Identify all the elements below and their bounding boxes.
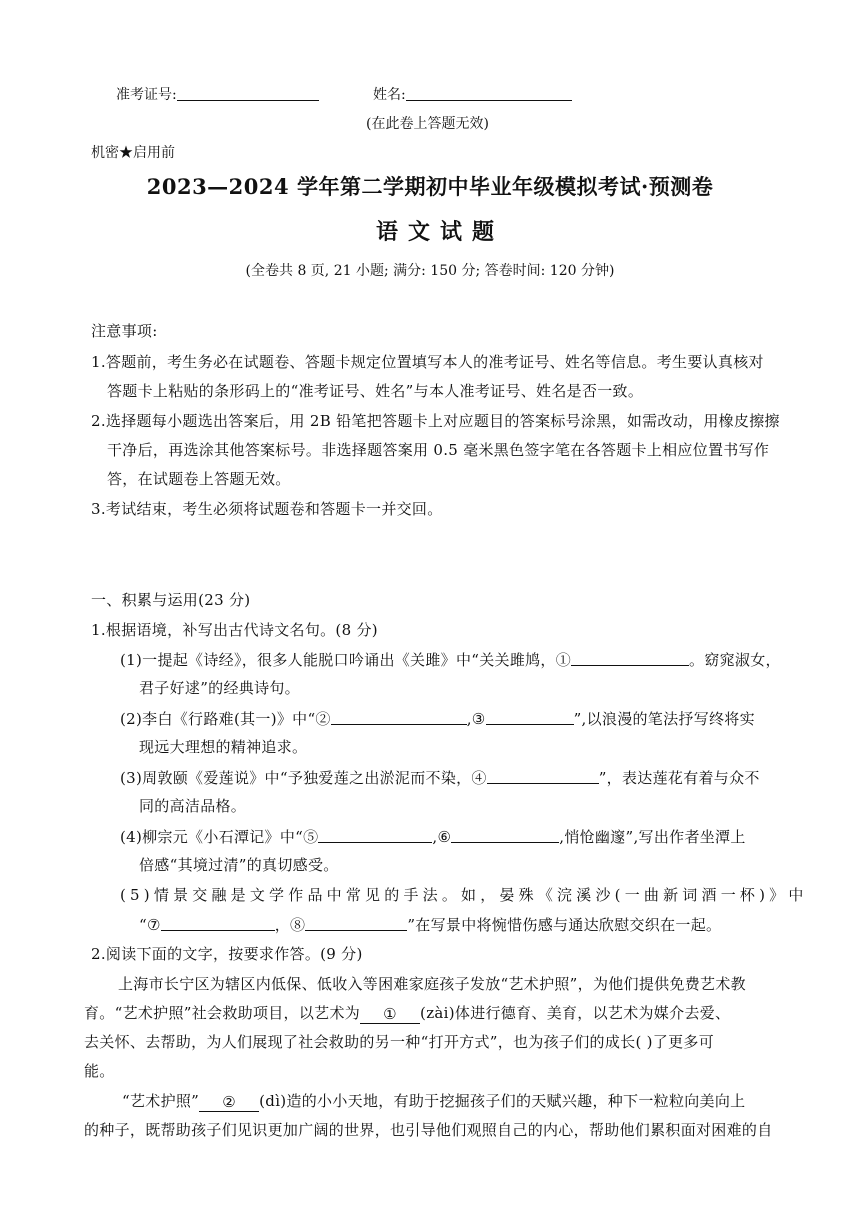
- q1-sub5-line2: “⑦ ，⑧ ”在写景中将惋惜伤感与通达欣慰交织在一起。: [139, 913, 721, 935]
- exam-title: 2023—2024 学年第二学期初中毕业年级模拟考试·预测卷: [146, 174, 714, 199]
- exam-id-field: [116, 84, 319, 104]
- blank-3: [486, 707, 574, 725]
- q1-sub3-line1: (3)周敦颐《爱莲说》中“予独爱莲之出淤泥而不染，④ ”，表达莲花有着与众不: [120, 766, 760, 788]
- q2-p2-line2: 的种子，既帮助孩子们见识更加广阔的世界，也引导他们观照自己的内心，帮助他们累积面对困难的自: [84, 1121, 773, 1139]
- note-1-line-2: 答题卡上粘贴的条形码上的“准考证号、姓名”与本人准考证号、姓名是否一致。: [107, 382, 644, 400]
- q2-p1-line4: 能。: [84, 1062, 115, 1080]
- q2-p1-line1: 上海市长宁区为辖区内低保、低收入等困难家庭孩子发放“艺术护照”，为他们提供免费艺术教: [118, 975, 746, 993]
- section-1-heading: 一、积累与运用(23 分): [91, 591, 251, 609]
- name-label: 姓名:: [373, 87, 406, 103]
- q1-sub2-line1: (2)李白《行路难(其一)》中“② ,③ ”,以浪漫的笔法抒写终将实: [120, 707, 755, 729]
- q1-sub1-line2: 君子好逑”的经典诗句。: [139, 679, 300, 697]
- blank-8: [305, 913, 407, 931]
- q1-sub5-line1: (5)情景交融是文学作品中常见的手法。如，晏殊《浣溪沙(一曲新词酒一杯)》中: [120, 886, 808, 904]
- q2-p1-line3: 去关怀、去帮助，为人们展现了社会救助的另一种“打开方式”，也为孩子们的成长( )了更多可: [84, 1033, 715, 1051]
- name-blank: [406, 84, 572, 101]
- note-2-line-3: 答，在试题卷上答题无效。: [107, 470, 291, 488]
- q2-p1-line2: 育。“艺术护照”社会救助项目，以艺术为 ① (zài)体进行德育、美育，以艺术为媒介去爱、: [84, 1004, 731, 1023]
- secret-label: 机密★启用前: [91, 145, 175, 161]
- exam-id-label: 准考证号:: [116, 87, 177, 103]
- q1-sub4-line1: (4)柳宗元《小石潭记》中“⑤ ,⑥ ,悄怆幽邃”,写出作者坐潭上: [120, 825, 746, 847]
- q1-sub1-line1: (1)一提起《诗经》，很多人能脱口吟诵出《关雎》中“关关雎鸠，① 。窈窕淑女，: [120, 648, 781, 670]
- subject-title: 语文试题: [375, 219, 504, 245]
- blank-4: [487, 766, 599, 784]
- q1-sub4-line2: 倍感“其境过清”的真切感受。: [139, 856, 339, 874]
- exam-info: (全卷共 8 页, 21 小题; 满分: 150 分; 答卷时间: 120 分钟): [245, 263, 615, 279]
- q2-p2-line1: “艺术护照” ② (dì)造的小小天地，有助于挖掘孩子们的天赋兴趣，种下一粒粒向美向上: [122, 1092, 746, 1111]
- note-2-line-2: 干净后，再选涂其他答案标号。非选择题答案用 0.5 毫米黑色签字笔在各答题卡上相应位置书写作: [107, 441, 770, 459]
- blank-5: [318, 825, 432, 843]
- q1-sub3-line2: 同的高洁品格。: [139, 797, 247, 815]
- q2-stem: 2.阅读下面的文字，按要求作答。(9 分): [91, 945, 363, 963]
- blank-di: ②: [199, 1094, 259, 1112]
- exam-id-blank: [177, 84, 319, 101]
- blank-7: [161, 913, 275, 931]
- note-2-line-1: 2.选择题每小题选出答案后，用 2B 铅笔把答题卡上对应题目的答案标号涂黑，如需改动，用橡皮擦擦: [91, 412, 780, 430]
- blank-1: [571, 648, 689, 666]
- blank-6: [451, 825, 559, 843]
- name-field: [373, 84, 572, 104]
- note-1-line-1: 1.答题前，考生务必在试题卷、答题卡规定位置填写本人的准考证号、姓名等信息。考生要认真核对: [91, 353, 764, 371]
- notes-heading: 注意事项:: [91, 322, 158, 340]
- blank-zai: ①: [360, 1006, 420, 1024]
- blank-2: [331, 707, 467, 725]
- q1-stem: 1.根据语境，补写出古代诗文名句。(8 分): [91, 621, 378, 639]
- invalid-note: (在此卷上答题无效): [366, 116, 489, 132]
- note-3-line-1: 3.考试结束，考生必须将试题卷和答题卡一并交回。: [91, 500, 443, 518]
- q1-sub2-line2: 现远大理想的精神追求。: [139, 738, 308, 756]
